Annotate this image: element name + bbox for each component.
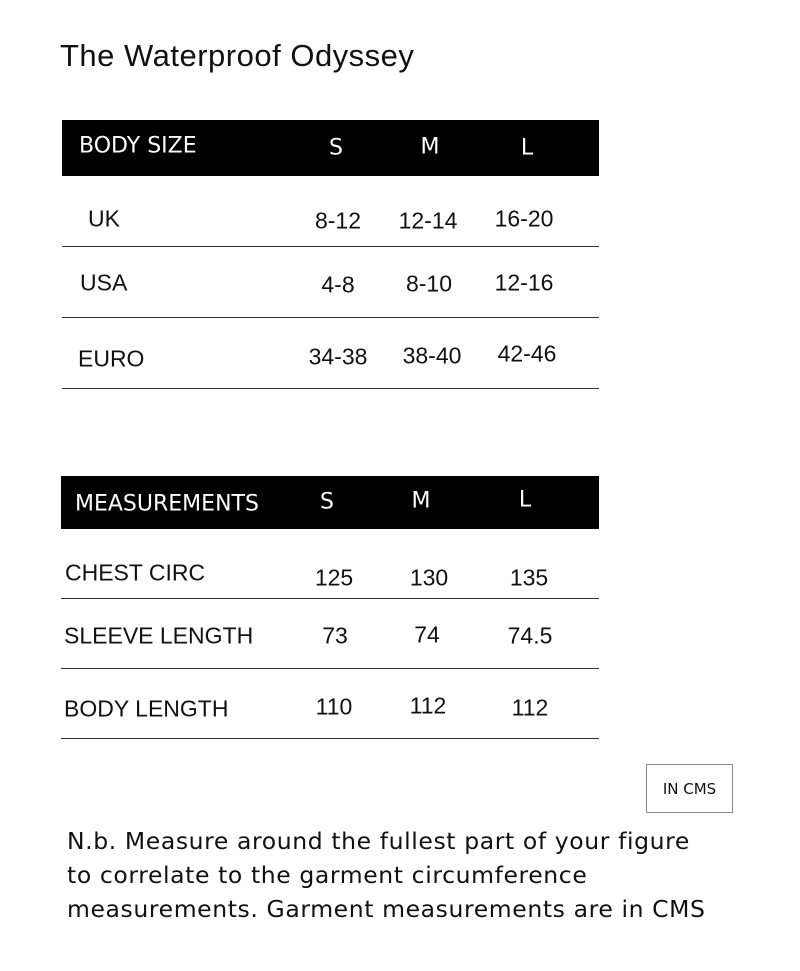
value-s: 8-12 bbox=[314, 207, 362, 234]
value-m: 12-14 bbox=[398, 207, 458, 234]
table-row bbox=[61, 599, 599, 669]
value-s: 34-38 bbox=[308, 343, 368, 370]
table-row bbox=[62, 176, 599, 247]
body-size-table bbox=[62, 120, 599, 389]
row-label: UK bbox=[88, 205, 120, 232]
page-title: The Waterproof Odyssey bbox=[60, 38, 415, 73]
value-l: 42-46 bbox=[497, 340, 557, 367]
row-label: EURO bbox=[78, 345, 145, 372]
header-size-m: M bbox=[411, 488, 431, 514]
body-size-header-row bbox=[62, 120, 599, 176]
table-row bbox=[61, 669, 599, 739]
row-label: BODY LENGTH bbox=[64, 695, 229, 722]
row-label: CHEST CIRC bbox=[65, 559, 206, 586]
note-line: to correlate to the garment circumference bbox=[67, 861, 588, 889]
table-row bbox=[62, 247, 599, 318]
header-size-s: S bbox=[329, 135, 343, 161]
header-body-size: BODY SIZE bbox=[79, 133, 197, 159]
value-l: 12-16 bbox=[494, 269, 554, 296]
value-s: 125 bbox=[314, 564, 354, 591]
value-m: 8-10 bbox=[405, 270, 453, 297]
header-size-m: M bbox=[420, 134, 440, 160]
header-size-l: L bbox=[520, 135, 534, 161]
header-measurements: MEASUREMENTS bbox=[75, 491, 259, 517]
row-label: SLEEVE LENGTH bbox=[64, 622, 254, 649]
value-s: 73 bbox=[322, 622, 348, 649]
units-badge: IN CMS bbox=[646, 764, 733, 813]
value-m: 38-40 bbox=[402, 342, 462, 369]
value-l: 112 bbox=[511, 694, 549, 721]
header-size-l: L bbox=[518, 487, 532, 513]
value-l: 135 bbox=[509, 564, 549, 591]
value-s: 4-8 bbox=[321, 271, 355, 298]
value-s: 110 bbox=[315, 693, 353, 720]
note-line: measurements. Garment measurements are in CMS bbox=[67, 895, 706, 923]
table-row bbox=[62, 318, 599, 389]
value-l: 74.5 bbox=[507, 622, 553, 649]
value-m: 74 bbox=[414, 621, 440, 648]
measurements-table bbox=[61, 476, 599, 739]
row-label: USA bbox=[80, 269, 128, 296]
measurement-note bbox=[67, 824, 767, 926]
table-row bbox=[61, 529, 599, 599]
header-size-s: S bbox=[320, 489, 334, 515]
note-line: N.b. Measure around the fullest part of your figure bbox=[67, 827, 690, 855]
value-m: 112 bbox=[409, 692, 447, 719]
value-l: 16-20 bbox=[494, 205, 554, 232]
measurements-header-row bbox=[61, 476, 599, 529]
value-m: 130 bbox=[409, 564, 449, 591]
